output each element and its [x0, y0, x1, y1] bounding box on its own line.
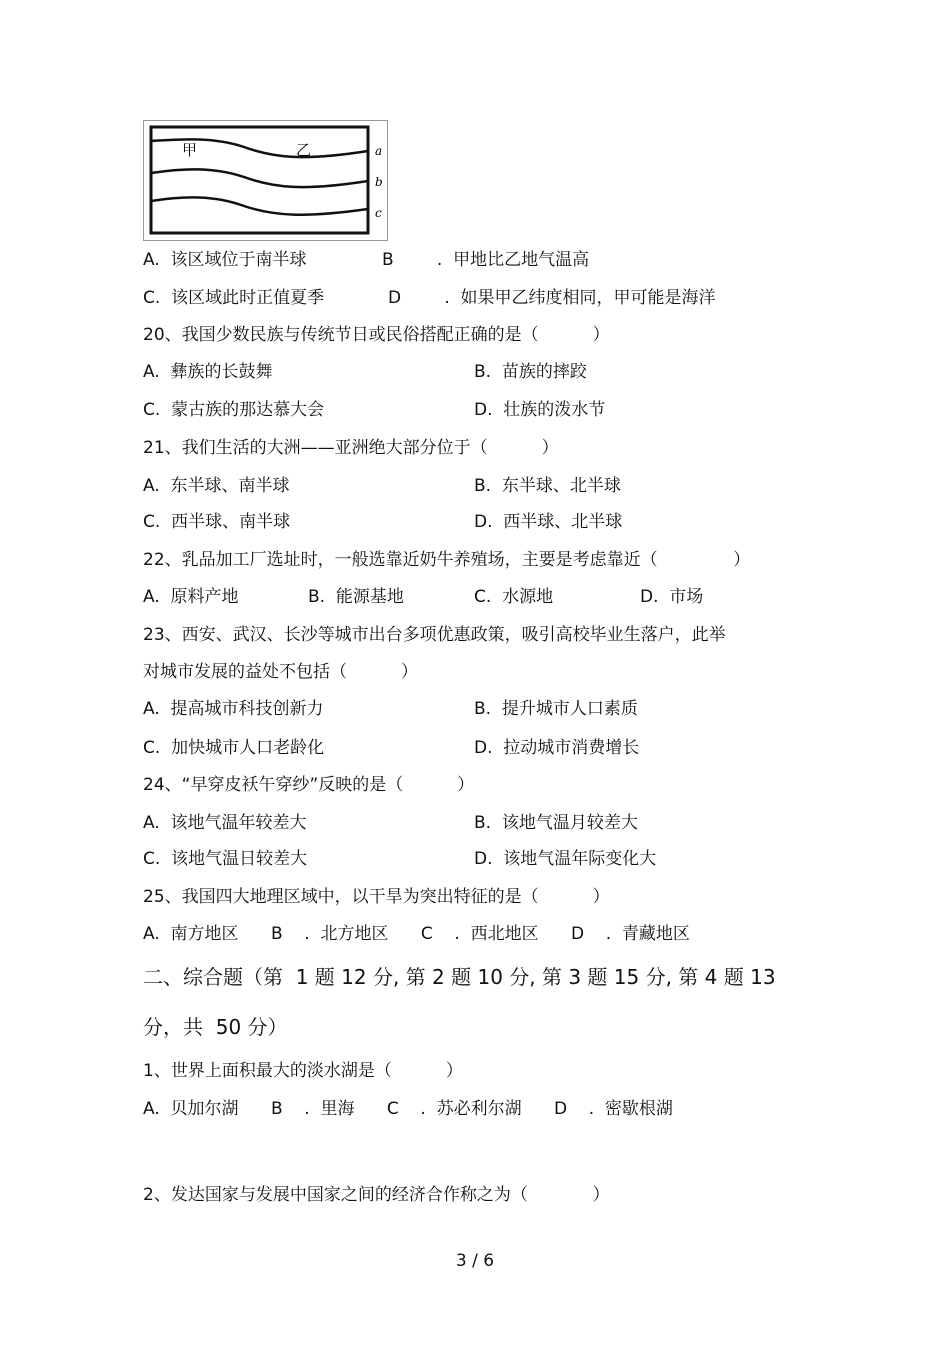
q19-option-d: D . 如果甲乙纬度相同，甲可能是海洋: [388, 288, 716, 308]
q22-option-a: A. 原料产地: [143, 587, 239, 607]
label-b: b: [375, 175, 383, 189]
q23-option-c: C. 加快城市人口老龄化: [143, 738, 325, 758]
s2-stem: 2、发达国家与发展中国家之间的经济合作称之为（ ）: [143, 1185, 610, 1205]
q24-option-a: A. 该地气温年较差大: [143, 813, 307, 833]
q19-option-b: B . 甲地比乙地气温高: [382, 250, 590, 270]
q24-option-d: D. 该地气温年际变化大: [474, 849, 657, 869]
section-heading-line2: 分，共 50 分）: [143, 1015, 288, 1039]
page-number: 3 / 6: [455, 1251, 495, 1271]
q19-option-c: C. 该区域此时正值夏季: [143, 288, 325, 308]
q21-stem: 21、我们生活的大洲——亚洲绝大部分位于（ ）: [143, 438, 559, 458]
q21-option-d: D. 西半球、北半球: [474, 512, 623, 532]
q23-option-d: D. 拉动城市消费增长: [474, 738, 640, 758]
q23-stem-line1: 23、西安、武汉、长沙等城市出台多项优惠政策，吸引高校毕业生落户，此举: [143, 625, 726, 645]
q23-option-b: B. 提升城市人口素质: [474, 699, 638, 719]
q21-option-b: B. 东半球、北半球: [474, 476, 621, 496]
label-c: c: [375, 206, 382, 220]
q22-option-d: D. 市场: [640, 587, 704, 607]
isotherm-figure: [143, 120, 388, 241]
q21-option-c: C. 西半球、南半球: [143, 512, 291, 532]
s1-options: A. 贝加尔湖 B . 里海 C . 苏必利尔湖 D . 密歇根湖: [143, 1099, 673, 1119]
q24-option-c: C. 该地气温日较差大: [143, 849, 308, 869]
q21-option-a: A. 东半球、南半球: [143, 476, 290, 496]
s1-stem: 1、世界上面积最大的淡水湖是（ ）: [143, 1061, 463, 1081]
q23-stem-line2: 对城市发展的益处不包括（ ）: [143, 662, 419, 682]
q22-stem: 22、乳品加工厂选址时，一般选靠近奶牛养殖场，主要是考虑靠近（ ）: [143, 550, 751, 570]
q24-stem: 24、“早穿皮袄午穿纱”反映的是（ ）: [143, 775, 475, 795]
q20-stem: 20、我国少数民族与传统节日或民俗搭配正确的是（ ）: [143, 325, 610, 345]
isotherm-b: [151, 169, 368, 187]
q25-options: A. 南方地区 B . 北方地区 C . 西北地区 D . 青藏地区: [143, 924, 690, 944]
label-jia: 甲: [182, 141, 198, 159]
q20-option-b: B. 苗族的摔跤: [474, 362, 587, 382]
q20-option-a: A. 彝族的长鼓舞: [143, 362, 273, 382]
q22-option-c: C. 水源地: [474, 587, 554, 607]
section-heading-line1: 二、综合题（第 1 题 12 分, 第 2 题 10 分, 第 3 题 15 分, 第 4 题 13: [143, 965, 776, 989]
q20-option-c: C. 蒙古族的那达慕大会: [143, 400, 325, 420]
q24-option-b: B. 该地气温月较差大: [474, 813, 638, 833]
q20-option-d: D. 壮族的泼水节: [474, 400, 606, 420]
q19-option-a: A. 该区域位于南半球: [143, 250, 307, 270]
q22-option-b: B. 能源基地: [308, 587, 404, 607]
isotherm-c: [151, 197, 368, 214]
q23-option-a: A. 提高城市科技创新力: [143, 699, 324, 719]
isotherm-diagram: [144, 121, 387, 240]
label-a: a: [375, 144, 383, 158]
label-yi: 乙: [296, 141, 312, 159]
q25-stem: 25、我国四大地理区域中，以干旱为突出特征的是（ ）: [143, 887, 610, 907]
